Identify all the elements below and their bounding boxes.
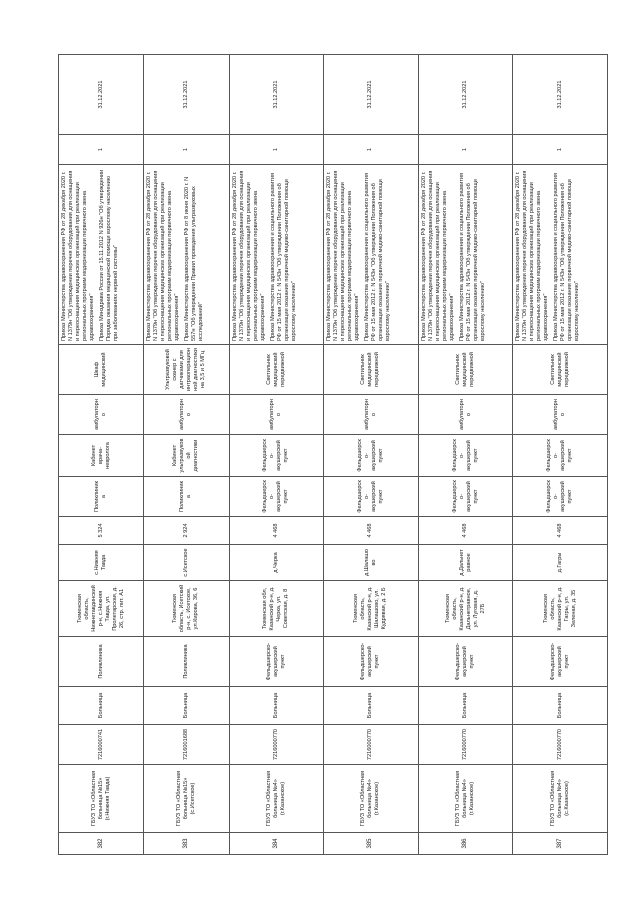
regulatory-document: Приказ Министерства здравоохранения РФ от 28 декабря 2020 г. N 1379н "Об утверждении перечня оборудования для оснащения и переоснащения медицинских организаций при реализации региональных программ модернизации первичного звена здравоохранения" — [231, 170, 266, 341]
cabinet: Кабинет врача-невролога — [59, 435, 144, 477]
regulatory-document: Приказ Министерства здравоохранения и социального развития РФ от 15 мая 2012 г. N 543н "Об утверждении Положения об организации оказания первичной медико-санитарной помощи взрослому населению" — [269, 172, 297, 341]
cabinet: Фельдшерско-акушерский пункт — [324, 435, 419, 477]
quantity: 1 — [418, 135, 513, 165]
rotated-table-wrapper — [58, 55, 608, 855]
regulatory-document: Приказ Министерства здравоохранения и социального развития РФ от 15 мая 2012 г. N 543н "Об утверждении Положения об организации оказания первичной медико-санитарной помощи взрослому населению" — [458, 172, 486, 341]
population: 2 924 — [144, 517, 229, 545]
equipment-name: Ультразвуковой сканер с датчиками для интраоперационной диагностики на 3,5 и 5 МГц — [144, 345, 229, 395]
department: Фельдшерско-акушерский пункт — [324, 477, 419, 517]
deadline-date: 31.12.2021 — [418, 55, 513, 135]
cabinet: Фельдшерско-акушерский пункт — [418, 435, 513, 477]
equipment-name: Светильник медицинский передвижной — [324, 345, 419, 395]
deadline-date: 31.12.2021 — [144, 55, 229, 135]
locality: с.Исетское — [144, 545, 229, 581]
row-number: 385 — [324, 833, 419, 855]
cabinet: Кабинет ультразвуковой диагностики — [144, 435, 229, 477]
locality: с.Нижняя Тавда — [59, 545, 144, 581]
department: Поликлиника — [144, 477, 229, 517]
equipment-name: Светильник медицинский передвижной — [513, 345, 608, 395]
organization-name: ГБУЗ ТО «Областная больница №4» (г.Казанское) — [324, 765, 419, 833]
population: 4 468 — [229, 517, 324, 545]
department: Фельдшерско-акушерский пункт — [418, 477, 513, 517]
organization-type: Больница — [324, 687, 419, 725]
row-number: 383 — [144, 833, 229, 855]
unit-name: Фельдшерско-акушерский пункт — [513, 637, 608, 687]
department: Поликлиника — [59, 477, 144, 517]
organization-code: 7216001688 — [144, 725, 229, 765]
deadline-date: 31.12.2021 — [324, 55, 419, 135]
unit-address: Тюменская область, Казанский р-н, д. Дальнетравное, ул. Луговая, д. 27Б — [418, 581, 513, 637]
regulatory-documents — [513, 165, 608, 345]
table-body — [59, 55, 608, 855]
organization-type: Больница — [59, 687, 144, 725]
locality: д.Черка — [229, 545, 324, 581]
row-number: 386 — [418, 833, 513, 855]
unit-name: Поликлиника — [59, 637, 144, 687]
organization-code: 7216000741 — [59, 725, 144, 765]
regulatory-document: Приказ Министерства здравоохранения РФ от 28 декабря 2020 г. N 1379н "Об утверждении перечня оборудования для оснащения и переоснащения медицинских организаций при реализации региональных программ модернизации первичного звена здравоохранения" — [420, 170, 455, 341]
organization-code: 7216000770 — [418, 725, 513, 765]
table-row — [144, 55, 229, 855]
unit-name: Фельдшерско-акушерский пункт — [229, 637, 324, 687]
population: 5 324 — [59, 517, 144, 545]
quantity: 1 — [324, 135, 419, 165]
organization-type: Больница — [229, 687, 324, 725]
locality: д.Шалашово — [324, 545, 419, 581]
deadline-date: 31.12.2021 — [229, 55, 324, 135]
quantity: 1 — [229, 135, 324, 165]
table-row — [59, 55, 144, 855]
table-row — [418, 55, 513, 855]
unit-address: Тюменская область, Нижнетавдинский р-н, с.Нижняя Тавда, ул. Пролетарская, д. 26, стр. лит. А1 — [59, 581, 144, 637]
equipment-name: Светильник медицинский передвижной — [418, 345, 513, 395]
quantity: 1 — [513, 135, 608, 165]
regulatory-document: Приказ Министерства здравоохранения РФ от 28 декабря 2020 г. N 1379н "Об утверждении перечня оборудования для оснащения и переоснащения медицинских организаций при реализации региональных программ модернизации первичного звена здравоохранения" — [146, 170, 181, 341]
regulatory-documents — [59, 165, 144, 345]
organization-name: ГБУЗ ТО «Областная больница №15» (с.Исетское) — [144, 765, 229, 833]
population: 4 468 — [324, 517, 419, 545]
organization-name: ГБУЗ ТО «Областная больница №4» (г.Казанское) — [229, 765, 324, 833]
row-number: 384 — [229, 833, 324, 855]
regulatory-documents — [418, 165, 513, 345]
equipment-name: Светильник медицинский передвижной — [229, 345, 324, 395]
deadline-date: 31.12.2021 — [59, 55, 144, 135]
table-row — [229, 55, 324, 855]
department: Фельдшерско-акушерский пункт — [513, 477, 608, 517]
organization-name: ГБУЗ ТО «Областная больница №4» (с.Казанское) — [513, 765, 608, 833]
row-number: 387 — [513, 833, 608, 855]
equipment-name: Шкаф медицинский — [59, 345, 144, 395]
regulatory-document: Приказ Министерства здравоохранения РФ от 28 декабря 2020 г. N 1379н "Об утверждении перечня оборудования для оснащения и переоснащения медицинских организаций при реализации региональных программ модернизации первичного звена здравоохранения" — [61, 170, 95, 341]
locality: д.Гагры — [513, 545, 608, 581]
quantity: 1 — [59, 135, 144, 165]
care-type: амбулаторно — [324, 395, 419, 435]
organization-type: Больница — [418, 687, 513, 725]
equipment-table — [58, 54, 608, 855]
regulatory-document: Приказ Министерства здравоохранения РФ от 8 июня 2020 г. N 557н "Об утверждении Правил проведения ультразвуковых исследований" — [184, 176, 205, 341]
cabinet: Фельдшерско-акушерский пункт — [513, 435, 608, 477]
unit-name: Фельдшерско-акушерский пункт — [324, 637, 419, 687]
unit-address: Тюменская область, Казанский р-н, д. Шалашово, ул. Кудрявая, д. 2 Б — [324, 581, 419, 637]
quantity: 1 — [144, 135, 229, 165]
unit-name: Поликлиника — [144, 637, 229, 687]
cabinet: Фельдшерско-акушерский пункт — [229, 435, 324, 477]
table-row — [324, 55, 419, 855]
organization-name: ГБУЗ ТО «Областная больница №4» (г.Казанское) — [418, 765, 513, 833]
organization-code: 7216000770 — [324, 725, 419, 765]
organization-type: Больница — [513, 687, 608, 725]
regulatory-documents — [324, 165, 419, 345]
unit-address: Тюменская обл, Казанский р-н, д. Черка, ул. Советская, д. 8 — [229, 581, 324, 637]
care-type: амбулаторно — [144, 395, 229, 435]
deadline-date: 31.12.2021 — [513, 55, 608, 135]
population: 4 468 — [513, 517, 608, 545]
unit-address: Тюменская область, Казанский р-н, д. Гагры, ул. Зеленая, д. 35 — [513, 581, 608, 637]
table-row — [513, 55, 608, 855]
care-type: амбулаторно — [59, 395, 144, 435]
unit-name: Фельдшерско-акушерский пункт — [418, 637, 513, 687]
department: Фельдшерско-акушерский пункт — [229, 477, 324, 517]
regulatory-documents — [144, 165, 229, 345]
regulatory-documents — [229, 165, 324, 345]
regulatory-document: Приказ Минздрава России от 15.11.2012 N 926н "Об утверждении Порядка оказания медицинской помощи взрослому населению при заболеваниях нервной системы" — [99, 169, 119, 341]
regulatory-document: Приказ Министерства здравоохранения РФ от 28 декабря 2020 г. N 1379н "Об утверждении перечня оборудования для оснащения и переоснащения медицинских организаций при реализации региональных программ модернизации первичного звена здравоохранения" — [326, 170, 361, 341]
row-number: 382 — [59, 833, 144, 855]
organization-code: 7216000770 — [513, 725, 608, 765]
unit-address: Тюменская область, Исетский р-н, с. Исетское, ул.Кирова, 36, 6 — [144, 581, 229, 637]
population: 4 468 — [418, 517, 513, 545]
organization-name: ГБУЗ ТО «Областная больница №15» (г.Нижняя Тавда) — [59, 765, 144, 833]
regulatory-document: Приказ Министерства здравоохранения и социального развития РФ от 15 мая 2012 г. N 543н "Об утверждении Положения об организации оказания первичной медико-санитарной помощи взрослому населению" — [553, 172, 581, 341]
organization-code: 7216000770 — [229, 725, 324, 765]
organization-type: Больница — [144, 687, 229, 725]
regulatory-document: Приказ Министерства здравоохранения и социального развития РФ от 15 мая 2012 г. N 543н "Об утверждении Положения об организации оказания первичной медико-санитарной помощи взрослому населению" — [364, 172, 392, 341]
regulatory-document: Приказ Министерства здравоохранения РФ от 28 декабря 2020 г. N 1379н "Об утверждении перечня оборудования для оснащения и переоснащения медицинских организаций при реализации региональных программ модернизации первичного звена здравоохранения" — [515, 170, 550, 341]
care-type: амбулаторно — [513, 395, 608, 435]
care-type: амбулаторно — [229, 395, 324, 435]
locality: д.Дальнетравное — [418, 545, 513, 581]
care-type: амбулаторно — [418, 395, 513, 435]
